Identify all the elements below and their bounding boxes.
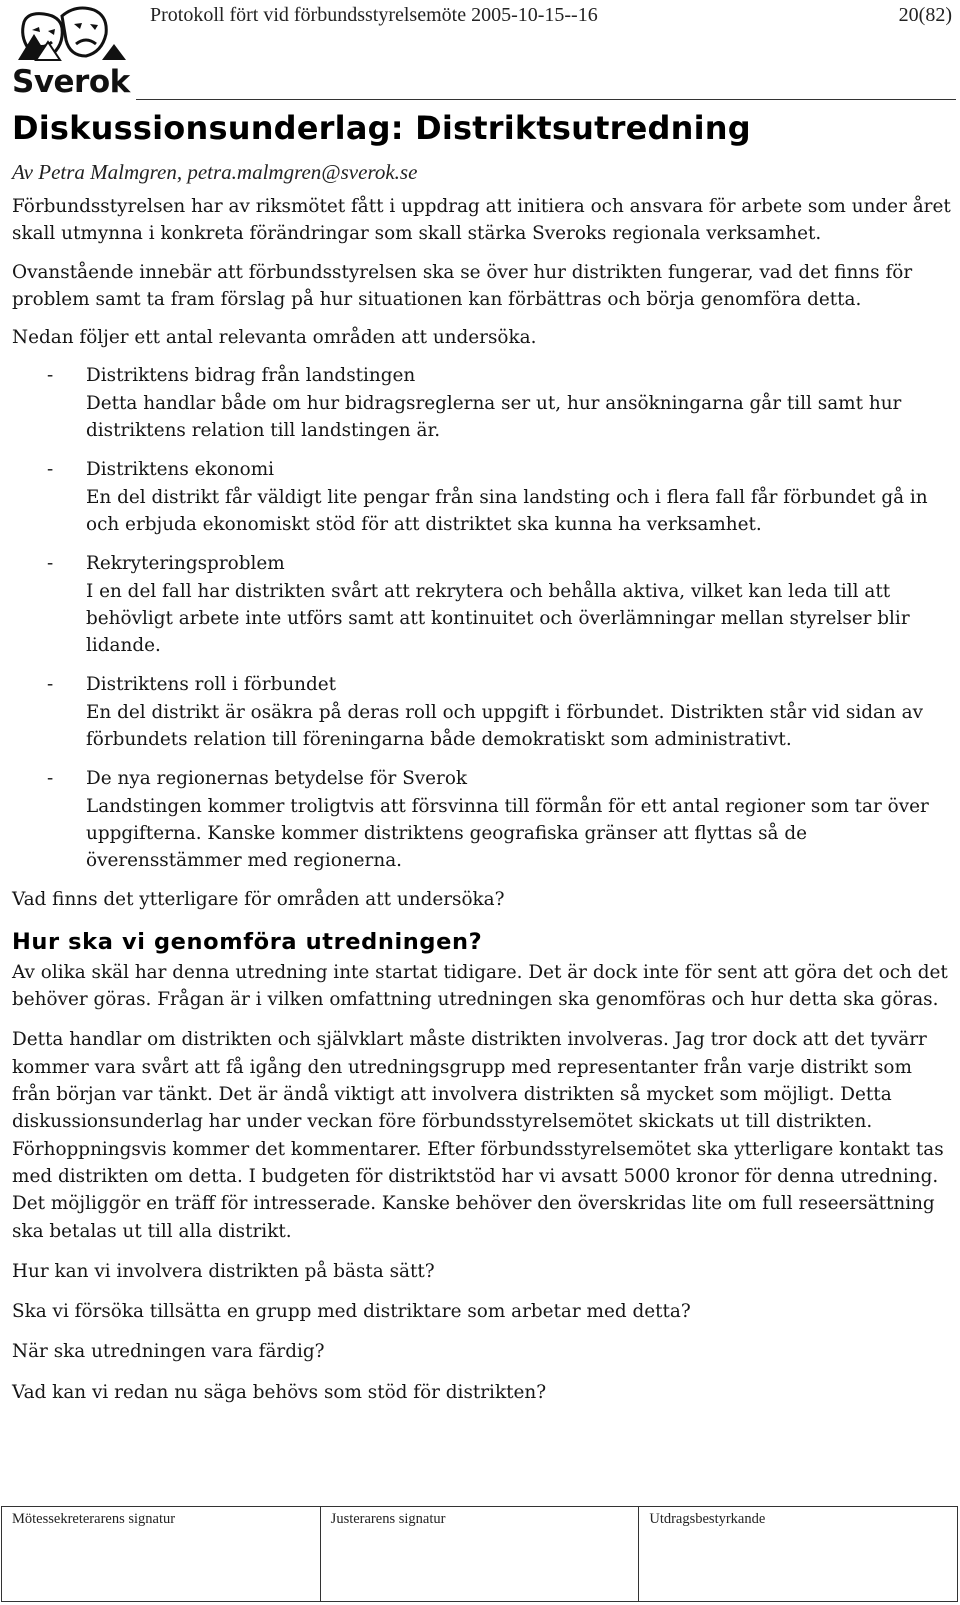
header-divider [136,99,956,100]
question-line: Vad kan vi redan nu säga behövs som stöd för distrikten? [12,1381,547,1403]
topic-title: Distriktens ekonomi [86,459,275,481]
topic-text: En del distrikt får väldigt lite pengar från sina landsting och i flera fall får förbundet gå in och erbjuda ekonomiskt stöd för att distriktet ska kunna ha verksamhet. [86,486,928,535]
list-item [12,362,952,444]
list-dash: - [47,768,54,790]
signature-cell-adjuster: Justerarens signatur [321,1507,640,1601]
topic-text: En del distrikt är osäkra på deras roll och uppgift i förbundet. Distrikten står vid sidan av förbundets relation till föreningarna både demokratiskt som administrativt. [86,701,924,751]
header-title: Protokoll fört vid förbundsstyrelsemöte 2005-10-15--16 [150,4,598,26]
question-more: Vad finns det ytterligare för områden att undersöka? [12,888,505,910]
section-paragraph: Av olika skäl har denna utredning inte startat tidigare. Det är dock inte för sent att göra det och det behöver göras. Frågan är i vilken omfattning utredningen ska genomföras och hur detta ska göras. [12,961,948,1011]
signature-cell-certification: Utdragsbestyrkande [649,1511,766,1527]
signature-cell-secretary: Mötessekreterarens signatur [2,1507,321,1601]
list-item [12,550,952,659]
section-heading: Hur ska vi genomföra utredningen? [12,928,483,955]
topic-title: De nya regionernas betydelse för Sverok [86,768,468,790]
sverok-logo [10,4,136,96]
topics-list [12,362,952,874]
topic-title: Distriktens roll i förbundet [86,674,337,696]
question-line: När ska utredningen vara färdig? [12,1341,325,1363]
topic-title: Distriktens bidrag från landstingen [86,365,416,387]
document-body [12,106,952,1406]
theatre-masks-icon [18,8,126,60]
page-number: 20(82) [898,4,952,26]
author-line: Av Petra Malmgren, petra.malmgren@sverok.se [12,160,418,184]
list-dash: - [47,553,54,575]
intro-paragraph: Nedan följer ett antal relevanta områden att undersöka. [12,327,537,349]
intro-paragraph: Ovanstående innebär att förbundsstyrelsen ska se över hur distrikten fungerar, vad det finns för problem samt ta fram förslag på hur situationen kan förbättras och börja genomföra detta. [12,261,913,310]
document-title: Diskussionsunderlag: Distriktsutredning [12,109,751,147]
topic-title: Rekryteringsproblem [86,553,285,575]
signature-table [1,1506,958,1602]
question-line: Hur kan vi involvera distrikten på bästa sätt? [12,1260,435,1282]
logo-wordmark: Sverok [12,64,130,96]
topic-text: Landstingen kommer troligtvis att försvinna till förmån för ett antal regioner som tar över uppgifterna. Kanske kommer distriktens geografiska gränser att flyttas så de överensstämmer med regionerna. [86,795,929,872]
list-dash: - [47,459,54,481]
list-dash: - [47,674,54,696]
topic-text: Detta handlar både om hur bidragsreglerna ser ut, hur ansökningarna går till samt hur distriktens relation till landstingen är. [86,392,902,442]
list-item [12,456,952,538]
intro-paragraph: Förbundsstyrelsen har av riksmötet fått i uppdrag att initiera och ansvara för arbete som under året skall utmynna i konkreta förändringar som skall stärka Sveroks regionala verksamhet. [12,196,951,245]
topic-text: I en del fall har distrikten svårt att rekrytera och behålla aktiva, vilket kan leda till att behövligt arbete inte utförs samt att kontinuitet och överlämningar mellan styrelser blir lidande. [86,580,910,657]
list-item [12,671,952,753]
list-item [12,765,952,874]
list-dash: - [47,365,54,387]
question-line: Ska vi försöka tillsätta en grupp med distriktare som arbetar med detta? [12,1301,691,1323]
section-paragraph: Detta handlar om distrikten och självklart måste distrikten involveras. Jag tror dock att det tyvärr kommer vara svårt att få igång den utredningsgrupp med representanter från varje distrikt som från början var tänkt. Det är ändå viktigt att involvera distrikten så mycket som möjligt. Detta diskussionsunderlag har under veckan före förbundsstyrelsemötet skickats ut till distrikten. Förhoppningsvis kommer det kommentarer. Efter förbundsstyrelsemötet ska ytterligare kontakt tas med distrikten om detta. I budgeten för distriktstöd har vi avsatt 5000 kronor för denna utredning. Det möjliggör en träff för intresserade. Kanske behöver den överskridas lite om full reseersättning ska betalas ut till alla distrikt. [12,1029,944,1242]
